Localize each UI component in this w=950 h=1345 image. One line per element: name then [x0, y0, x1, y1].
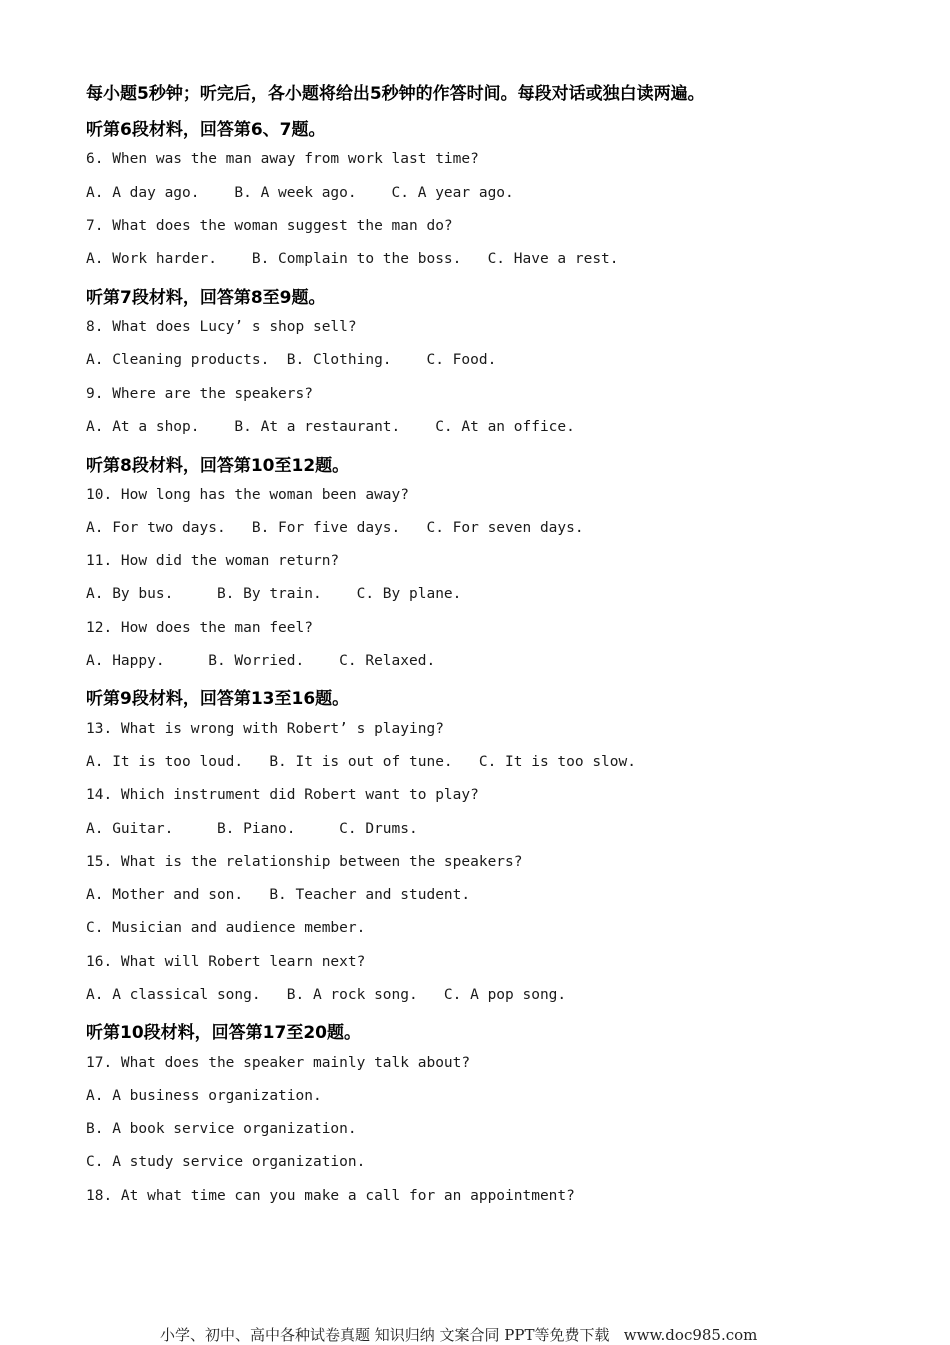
- section-heading-8: 听第8段材料，回答第10至12题。: [86, 456, 350, 476]
- options-15-c: C. Musician and audience member.: [86, 920, 366, 936]
- question-15: 15. What is the relationship between the speakers?: [86, 854, 523, 870]
- section-heading-6: 听第6段材料，回答第6、7题。: [86, 120, 326, 140]
- question-17: 17. What does the speaker mainly talk about?: [86, 1055, 471, 1071]
- options-7: A. Work harder. B. Complain to the boss. C. Have a rest.: [86, 251, 619, 267]
- section-heading-10: 听第10段材料，回答第17至20题。: [86, 1023, 361, 1043]
- section-heading-9: 听第9段材料，回答第13至16题。: [86, 689, 350, 709]
- option-17-c: C. A study service organization.: [86, 1154, 366, 1170]
- options-11: A. By bus. B. By train. C. By plane.: [86, 586, 462, 602]
- options-9: A. At a shop. B. At a restaurant. C. At an office.: [86, 419, 575, 435]
- question-16: 16. What will Robert learn next?: [86, 954, 366, 970]
- options-12: A. Happy. B. Worried. C. Relaxed.: [86, 653, 436, 669]
- options-6: A. A day ago. B. A week ago. C. A year ago.: [86, 185, 514, 201]
- question-12: 12. How does the man feel?: [86, 620, 313, 636]
- instruction-heading: 每小题5秒钟；听完后，各小题将给出5秒钟的作答时间。每段对话或独白读两遍。: [86, 84, 705, 104]
- option-17-a: A. A business organization.: [86, 1088, 322, 1104]
- question-18: 18. At what time can you make a call for an appointment?: [86, 1188, 575, 1204]
- page-footer: 小学、初中、高中各种试卷真题 知识归纳 文案合同 PPT等免费下载 www.doc985.com: [160, 1326, 758, 1344]
- question-10: 10. How long has the woman been away?: [86, 487, 410, 503]
- question-6: 6. When was the man away from work last time?: [86, 151, 479, 167]
- option-17-b: B. A book service organization.: [86, 1121, 357, 1137]
- options-8: A. Cleaning products. B. Clothing. C. Food.: [86, 352, 497, 368]
- section-heading-7: 听第7段材料，回答第8至9题。: [86, 288, 326, 308]
- options-13: A. It is too loud. B. It is out of tune. C. It is too slow.: [86, 754, 636, 770]
- options-10: A. For two days. B. For five days. C. For seven days.: [86, 520, 584, 536]
- options-14: A. Guitar. B. Piano. C. Drums.: [86, 821, 418, 837]
- options-16: A. A classical song. B. A rock song. C. A pop song.: [86, 987, 567, 1003]
- question-9: 9. Where are the speakers?: [86, 386, 313, 402]
- question-14: 14. Which instrument did Robert want to play?: [86, 787, 479, 803]
- question-13: 13. What is wrong with Robert’ s playing?: [86, 721, 444, 737]
- question-7: 7. What does the woman suggest the man do?: [86, 218, 453, 234]
- options-15-ab: A. Mother and son. B. Teacher and student.: [86, 887, 471, 903]
- question-8: 8. What does Lucy’ s shop sell?: [86, 319, 357, 335]
- question-11: 11. How did the woman return?: [86, 553, 340, 569]
